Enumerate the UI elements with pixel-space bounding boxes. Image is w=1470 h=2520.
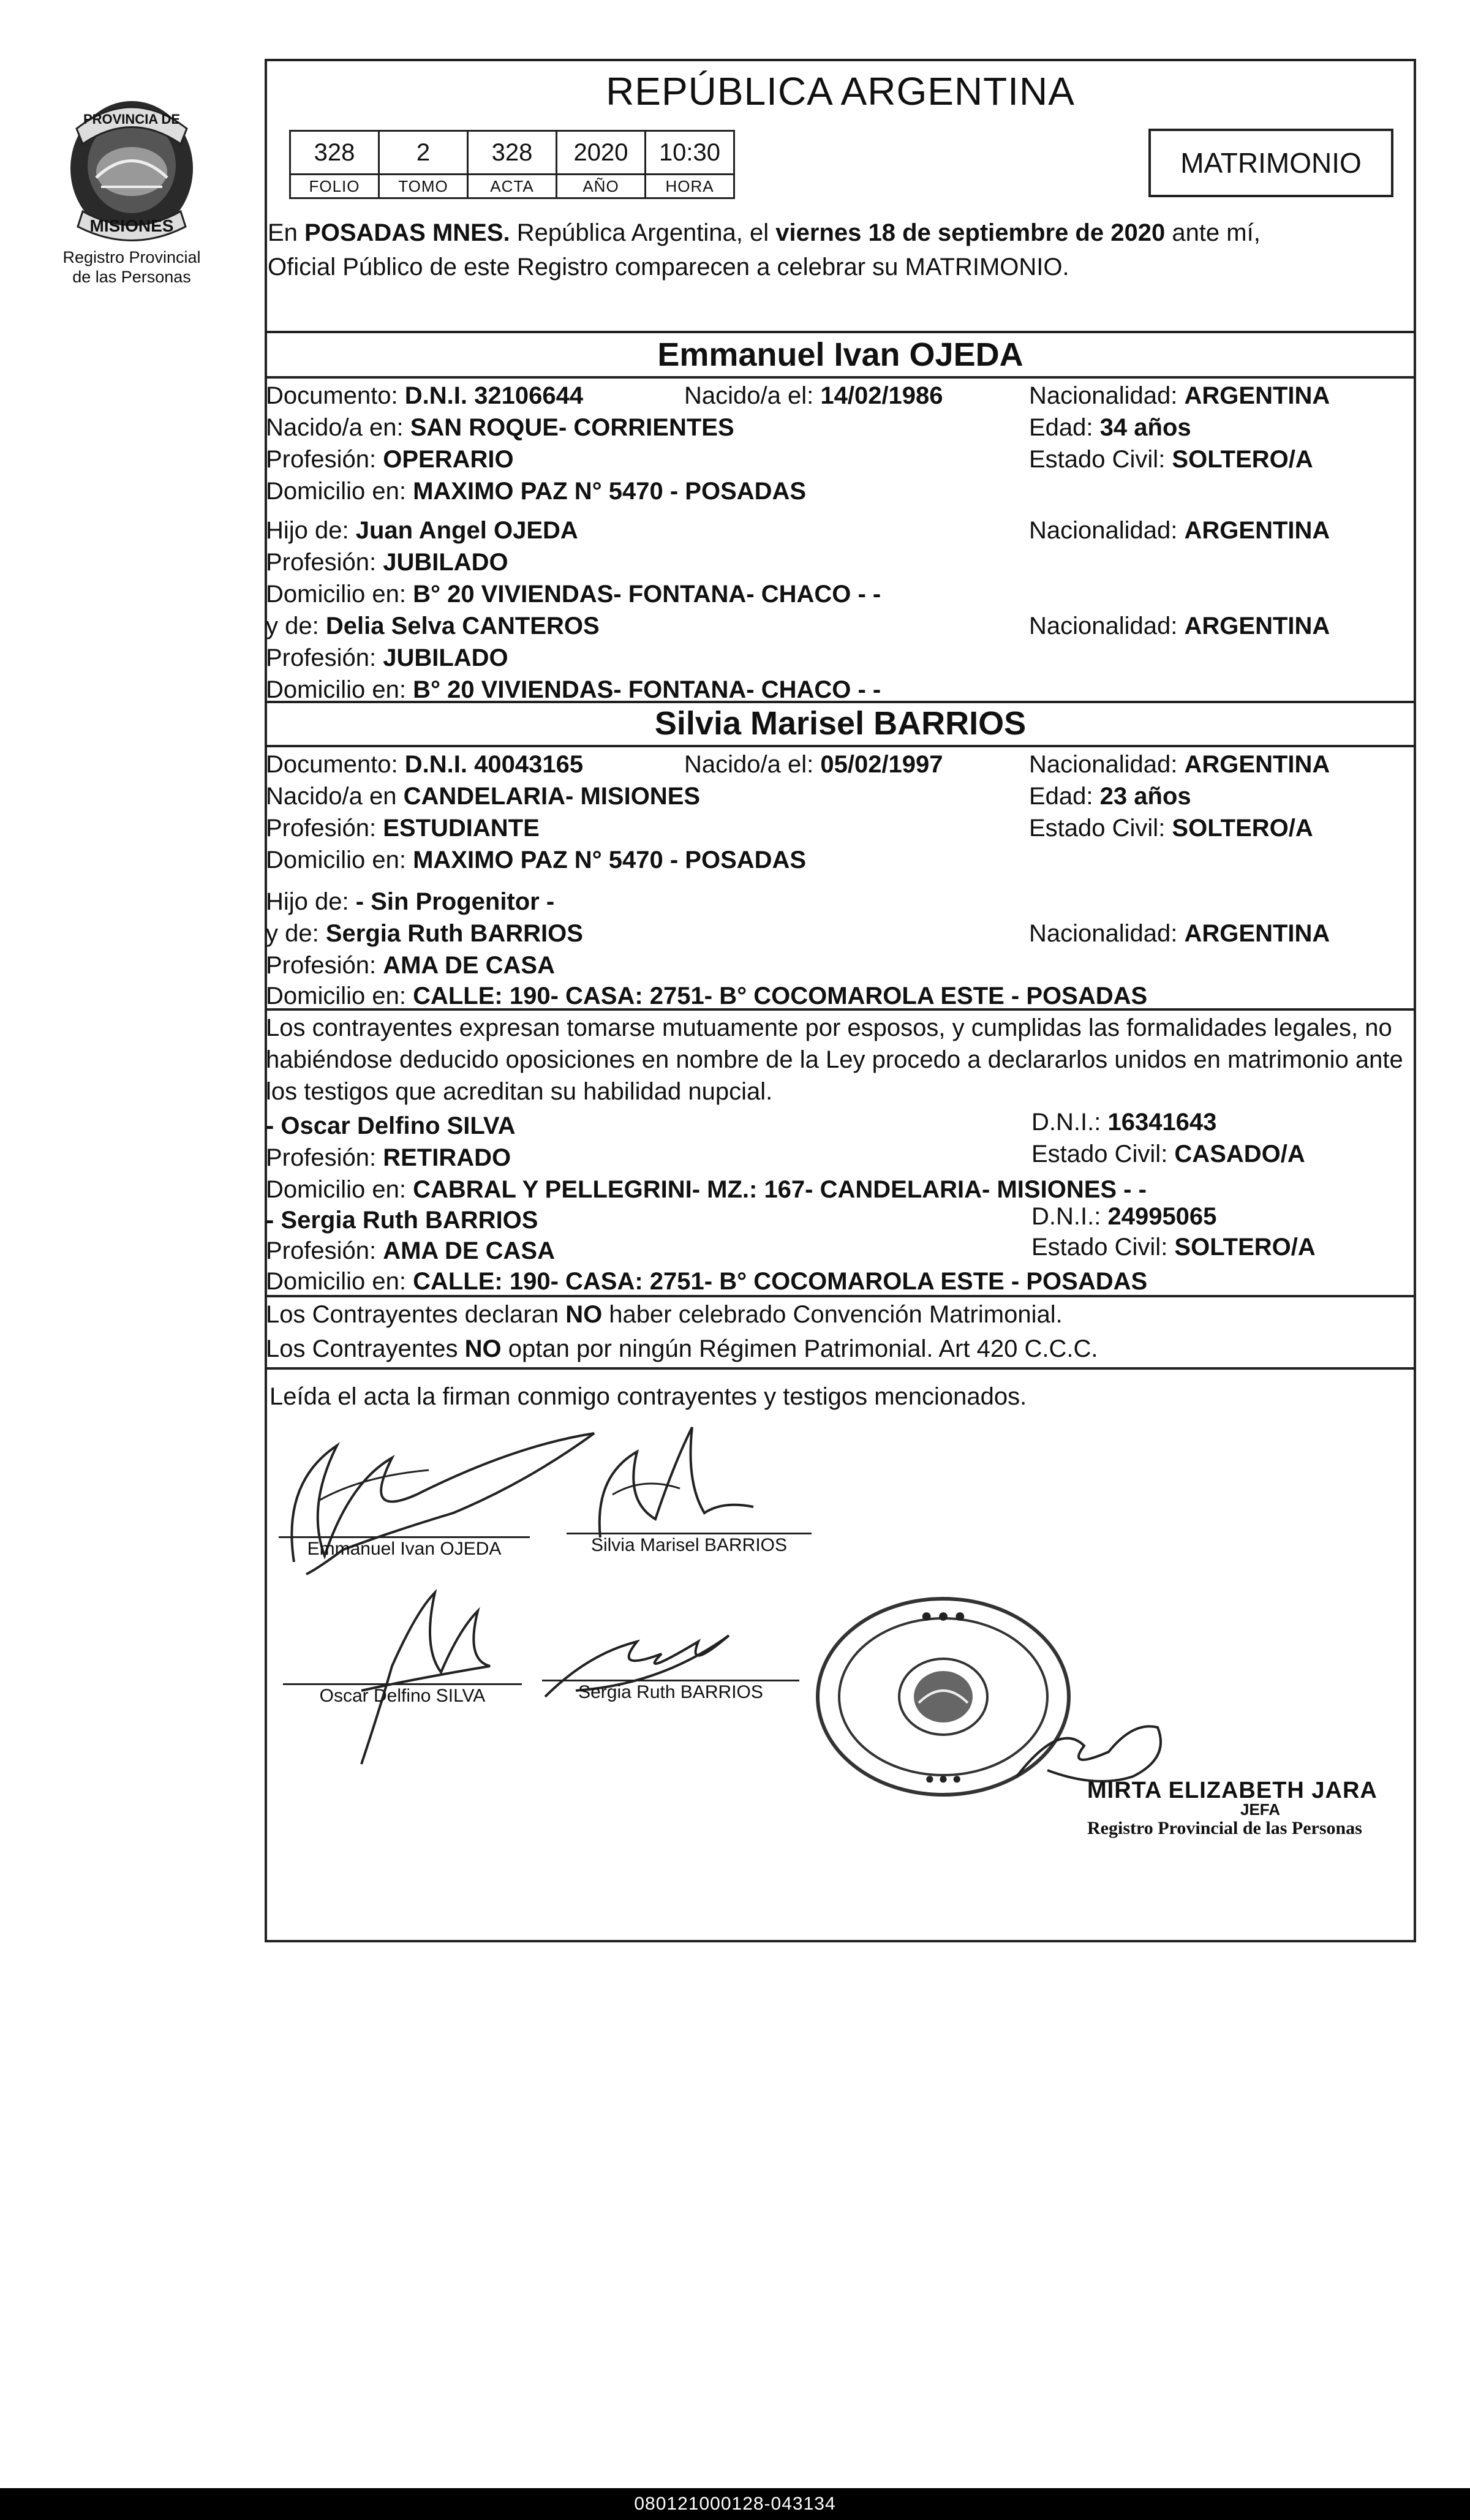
- logo-caption-line1: Registro Provincial: [62, 248, 201, 266]
- spouse1-father-nationality: Nacionalidad: ARGENTINA: [1029, 517, 1330, 544]
- divider: [265, 745, 1416, 747]
- year-label: AÑO: [557, 175, 646, 198]
- svg-text:● ● ●: ● ● ●: [921, 1604, 966, 1626]
- spouse2-mother-nationality: Nacionalidad: ARGENTINA: [1029, 920, 1330, 947]
- declaration-line1: Los contrayentes expresan tomarse mutuamente por esposos, y cumplidas las formalidades legales, no: [266, 1014, 1392, 1041]
- official-title: JEFA: [1240, 1800, 1281, 1819]
- spouse2-birthdate: Nacido/a el: 05/02/1997: [684, 751, 943, 778]
- witness1-profession: Profesión: RETIRADO: [266, 1144, 511, 1171]
- spouse1-father: Hijo de: Juan Angel OJEDA: [266, 517, 578, 544]
- spouse2-name: Silvia Marisel BARRIOS: [654, 705, 1027, 742]
- divider: [265, 1295, 1416, 1297]
- spouse2-profession: Profesión: ESTUDIANTE: [266, 815, 540, 842]
- intro-line2: Oficial Público de este Registro comparecen a celebrar su MATRIMONIO.: [268, 254, 1069, 281]
- signature-caption-1: Emmanuel Ivan OJEDA: [307, 1539, 502, 1559]
- province-coat-of-arms-icon: [58, 86, 205, 245]
- signature-caption-3: Oscar Delfino SILVA: [319, 1686, 486, 1706]
- signature-caption-2: Silvia Marisel BARRIOS: [590, 1535, 788, 1555]
- divider: [265, 1367, 1416, 1370]
- divider: [265, 701, 1416, 703]
- witness2-profession: Profesión: AMA DE CASA: [266, 1237, 555, 1264]
- acta-value: 328: [468, 131, 557, 175]
- official-name: MIRTA ELIZABETH JARA: [1087, 1778, 1378, 1803]
- spouse2-father: Hijo de: - Sin Progenitor -: [266, 888, 555, 915]
- tomo-value: 2: [379, 131, 468, 175]
- witness2-dni: D.N.I.: 24995065: [1031, 1203, 1217, 1230]
- spouse1-address: Domicilio en: MAXIMO PAZ N° 5470 - POSADAS: [266, 478, 807, 505]
- spouse1-mother-profession: Profesión: JUBILADO: [266, 644, 508, 671]
- divider: [265, 376, 1416, 379]
- signature-line-2: [567, 1533, 812, 1534]
- spouse1-mother: y de: Delia Selva CANTEROS: [266, 613, 600, 639]
- regime-convention: Los Contrayentes declaran NO haber celebrado Convención Matrimonial.: [266, 1301, 1063, 1328]
- spouse2-age: Edad: 23 años: [1029, 783, 1191, 810]
- signature-line-1: [279, 1536, 530, 1538]
- folio-value: 328: [290, 131, 379, 175]
- acta-label: ACTA: [468, 175, 557, 198]
- document-id-footer: 080121000128-043134: [0, 2488, 1470, 2520]
- closing-text: Leída el acta la firman conmigo contrayentes y testigos mencionados.: [270, 1383, 1027, 1410]
- spouse2-mother-address: Domicilio en: CALLE: 190- CASA: 2751- B° COCOMAROLA ESTE - POSADAS: [266, 983, 1148, 1009]
- folio-label: FOLIO: [290, 175, 379, 198]
- svg-text:● ● ●: ● ● ●: [924, 1770, 962, 1787]
- signature-line-4: [542, 1680, 799, 1681]
- logo-caption-line2: de las Personas: [72, 268, 191, 286]
- spouse2-birthplace: Nacido/a en CANDELARIA- MISIONES: [266, 783, 701, 810]
- signature-2-scribble-icon: [588, 1415, 760, 1550]
- reference-table: [289, 130, 735, 199]
- spouse1-birthdate: Nacido/a el: 14/02/1986: [684, 382, 943, 409]
- spouse1-father-address: Domicilio en: B° 20 VIVIENDAS- FONTANA- CHACO - -: [266, 581, 881, 608]
- registry-logo: [43, 86, 221, 287]
- hour-value: 10:30: [646, 131, 734, 175]
- spouse2-nationality: Nacionalidad: ARGENTINA: [1029, 751, 1330, 778]
- spouse2-document: Documento: D.N.I. 40043165: [266, 751, 584, 778]
- witness1-civil-status: Estado Civil: CASADO/A: [1031, 1141, 1305, 1168]
- tomo-label: TOMO: [379, 175, 468, 198]
- spouse1-document: Documento: D.N.I. 32106644: [266, 382, 584, 409]
- witness2-civil-status: Estado Civil: SOLTERO/A: [1031, 1234, 1316, 1261]
- spouse2-mother: y de: Sergia Ruth BARRIOS: [266, 920, 583, 947]
- year-value: 2020: [557, 131, 646, 175]
- spouse1-mother-address: Domicilio en: B° 20 VIVIENDAS- FONTANA- CHACO - -: [266, 676, 881, 703]
- witness2-name: - Sergia Ruth BARRIOS: [266, 1207, 538, 1234]
- signature-3-scribble-icon: [343, 1574, 514, 1770]
- spouse1-nationality: Nacionalidad: ARGENTINA: [1029, 382, 1330, 409]
- witness1-name: - Oscar Delfino SILVA: [266, 1112, 516, 1139]
- signature-line-3: [283, 1683, 522, 1685]
- spouse1-age: Edad: 34 años: [1029, 414, 1191, 441]
- witness1-dni: D.N.I.: 16341643: [1031, 1109, 1217, 1136]
- spouse2-address: Domicilio en: MAXIMO PAZ N° 5470 - POSADAS: [266, 847, 807, 873]
- act-type-box: MATRIMONIO: [1148, 129, 1393, 197]
- divider: [265, 1008, 1416, 1011]
- spouse1-mother-nationality: Nacionalidad: ARGENTINA: [1029, 613, 1330, 639]
- hour-label: HORA: [646, 175, 734, 198]
- witness2-address: Domicilio en: CALLE: 190- CASA: 2751- B° COCOMAROLA ESTE - POSADAS: [266, 1268, 1148, 1295]
- spouse2-mother-profession: Profesión: AMA DE CASA: [266, 952, 555, 979]
- spouse1-name: Emmanuel Ivan OJEDA: [657, 336, 1023, 373]
- signature-1-scribble-icon: [270, 1409, 612, 1593]
- witness1-address: Domicilio en: CABRAL Y PELLEGRINI- MZ.: 167- CANDELARIA- MISIONES - -: [266, 1176, 1147, 1203]
- emblem-text-bottom: MISIONES: [89, 216, 174, 235]
- logo-caption: [43, 247, 221, 287]
- spouse1-birthplace: Nacido/a en: SAN ROQUE- CORRIENTES: [266, 414, 734, 441]
- regime-patrimonial: Los Contrayentes NO optan por ningún Régimen Patrimonial. Art 420 C.C.C.: [266, 1335, 1098, 1362]
- divider: [265, 331, 1416, 333]
- spouse2-civil-status: Estado Civil: SOLTERO/A: [1029, 815, 1313, 842]
- intro-line1: En POSADAS MNES. República Argentina, el viernes 18 de septiembre de 2020 ante mí,: [268, 219, 1261, 246]
- official-signature-block: [1087, 1778, 1418, 1839]
- spouse1-civil-status: Estado Civil: SOLTERO/A: [1029, 446, 1313, 473]
- signature-caption-4: Sergia Ruth BARRIOS: [578, 1682, 763, 1702]
- spouse1-profession: Profesión: OPERARIO: [266, 446, 514, 473]
- declaration-line2: habiéndose deducido oposiciones en nombre de la Ley procedo a declararlos unidos en matrimonio ante: [266, 1046, 1403, 1073]
- official-office: Registro Provincial de las Personas: [1087, 1818, 1362, 1838]
- emblem-text-top: PROVINCIA DE: [83, 111, 181, 127]
- spouse1-father-profession: Profesión: JUBILADO: [266, 549, 508, 576]
- declaration-line3: los testigos que acreditan su habilidad nupcial.: [266, 1078, 773, 1105]
- country-title: REPÚBLICA ARGENTINA: [606, 69, 1075, 113]
